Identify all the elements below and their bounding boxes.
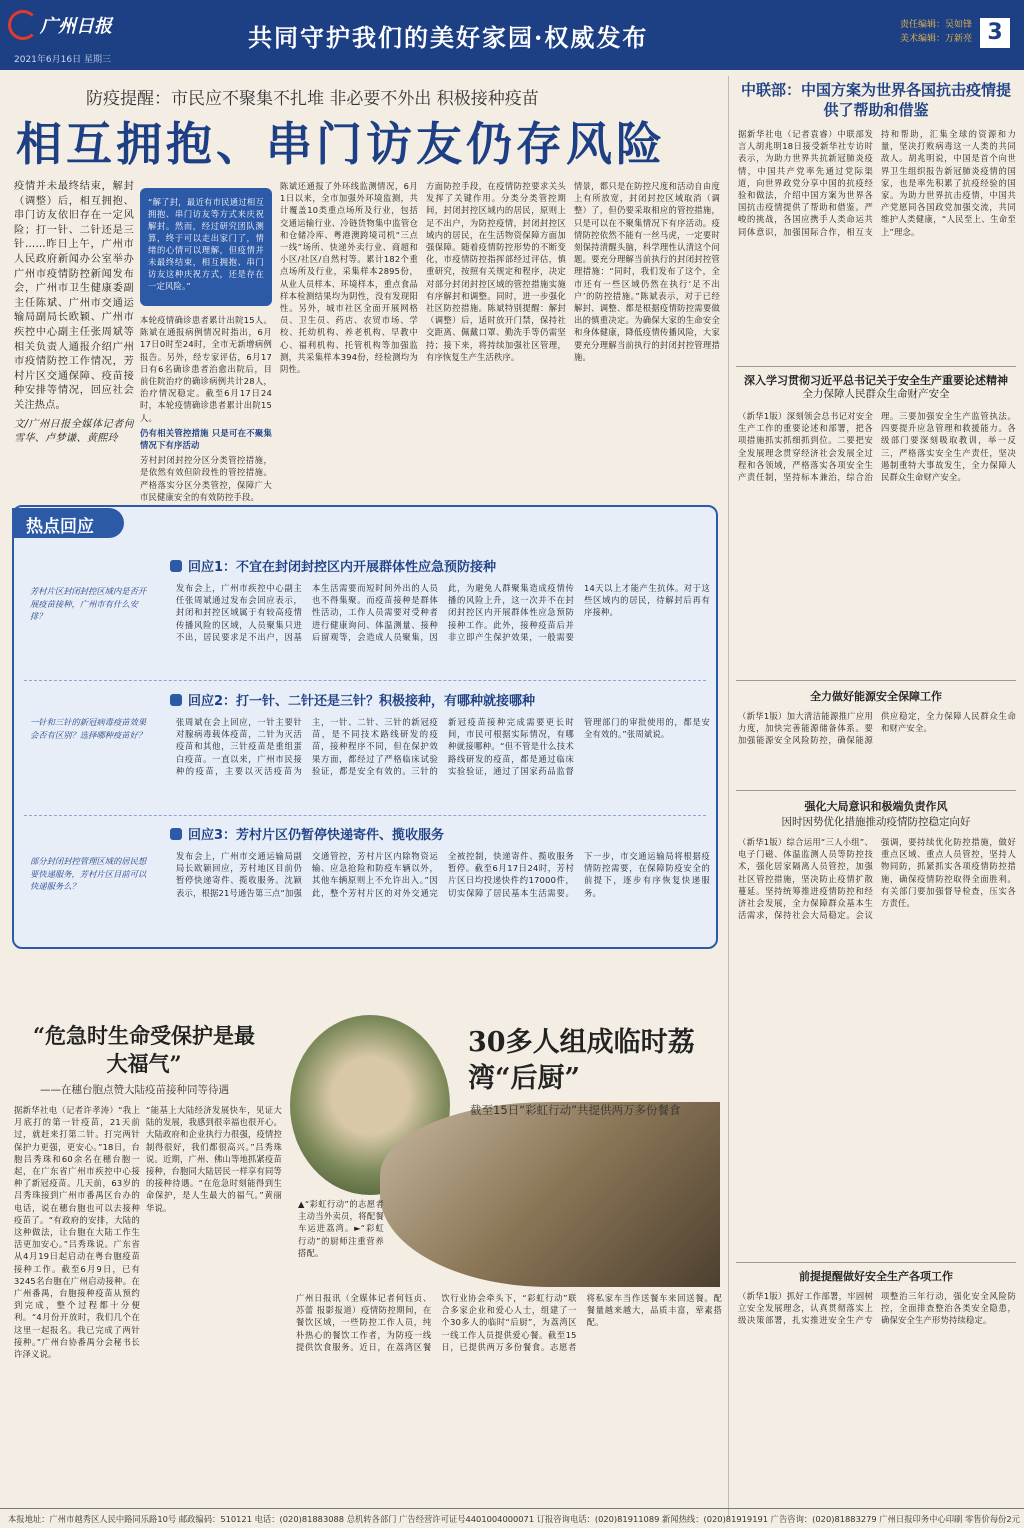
response-1-body [176, 582, 710, 674]
main-subtitle: 防疫提醒：市民应不聚集不扎堆 非必要不外出 积极接种疫苗 [86, 89, 539, 109]
article-col3 [280, 180, 418, 504]
response-3-title [170, 824, 444, 843]
footer-info: 本报地址：广州市越秀区人民中路同乐路10号 邮政编码：510121 电话：(020)81883088 总机转各部门 广告经营许可证号4401004000071 订报咨询电话：(020)81911089 新闻热线：(020)81919191 广告咨询：(020)81883279 广州日报印务中心印刷 零售价每份2元 [0, 1508, 1024, 1528]
response-1-title-text: 回应1：不宜在封闭封控区内开展群体性应急预防接种 [188, 560, 497, 575]
main-headline: 相互拥抱、串门访友仍存风险 [16, 117, 666, 171]
feature-body [296, 1292, 722, 1504]
divider [736, 1262, 1016, 1263]
feature-text: 广州日报讯（全媒体记者何钰贞、苏蕾 报影报道）疫情防控期间，在餐饮区域，一些防控工作人员，纯朴热心的餐饮工作者，为防疫一线提供饮食服务。近日，在荔湾区餐饮行业协会牵头下，“彩虹行动”联合多家企业和爱心人士，组建了一个30多人的临时“后厨”，为荔湾区一线工作人员提供爱心餐。截至15日，已提供两万多份餐食。志愿者将私家车当作送餐车来回送餐。配餐量越来越大，品质丰富，荤素搭配。 [296, 1293, 722, 1352]
response-2-title-text: 回应2：打一针、二针还是三针？积极接种，有哪种就接哪种 [188, 694, 536, 709]
right-a1-title: 中联部：中国方案为世界各国抗击疫情提供了帮助和借鉴 [740, 81, 1011, 119]
article-col2 [140, 314, 272, 504]
editor-line: 美术编辑：万新亮 [899, 34, 972, 44]
taiwan-text-b: “能基上大陆经济发展快车，见证大陆的发展，我感到很幸福也很开心。大陆政府和企业执行力很强，疫情控制得很好，我们都很高兴。”吕秀珠说。近期，广州、佛山等地抓紧疫苗接种，台胞同大陆居民一样享有同等的接种待遇。“在危急时刻能得到生命保护，是人生最大的福气。”黄丽华说。 [146, 1105, 282, 1213]
byline: 文/广州日报全媒体记者何雪华、卢梦谦、黄熙玲 [14, 418, 134, 445]
col5-text: 情景，都只是在防控尺度和活动自由度上有所放宽，封闭封控区域取消（调整）了，但仍要采取相应的管控措施，只是可以在不聚集情况下有序活动。疫情防控依然不能有一丝马虎，一定要时刻保持清醒头脑，科学理性认清这个问题。要充分理解当前执行的封闭封控管理措施：“同时，我们发布了这个，全市还有一些区域仍然在执行‘足不出户’的防控措施。”陈斌表示，对于已经解封、调整、都是根据疫情防控需要做出的慎重决定。为确保大家的生命安全和身体健康，降低疫情传播风险，大家要充分理解当前执行的封闭封控管理措施。 [574, 181, 720, 362]
article-col5 [574, 180, 720, 504]
response-2-text: 张周斌在会上回应，一针主要针对腺病毒载体疫苗，二针为灭活疫苗和其他，三针疫苗是重组蛋白疫苗。一直以来，广州市民接种的疫苗，主要以灭活疫苗为主，一针、二针、三针的新冠疫苗，是不同技术路线研发的疫苗，接种程序不同，但在保护效果方面，都经过了严格临床试验验证，都是安全有效的。三针的新冠疫苗接种完成需要更长时间，市民可根据实际情况，有哪种就接哪种。“但不管是什么技术路线研发的疫苗，都是通过临床实验验证，通过了国家药品监督管理部门的审批使用的，都是安全有效的。”张周斌说。 [176, 717, 710, 776]
right-a5-text: （新华1版）抓好工作部署，牢固树立安全发展理念，认真贯彻落实上级决策部署，扎实推进安全生产专项整治三年行动，强化安全风险防控，全面排查整治各类安全隐患，确保安全生产形势持续稳定。 [738, 1291, 1016, 1326]
feature-title: 30多人组成临时荔湾“后厨” [468, 1027, 695, 1094]
lead-column [14, 180, 134, 505]
divider [736, 790, 1016, 791]
right-a3-text: （新华1版）加大清洁能源推广应用力度，加快完善能源储备体系。要加强能源安全风险防控，确保能源供应稳定，全力保障人民群众生命和财产安全。 [738, 711, 1016, 746]
divider [736, 366, 1016, 367]
taiwan-text: 据新华社电（记者许孝涛）“我上月底打的第一针疫苗，21天前过，就赶来打第二针。打完两针保护力更强，更安心。”18日，台胞吕秀珠和60余名在穗台胞一起，在广东省广州市疾控中心接种了新冠疫苗。几天前，63岁的吕秀珠接到广州市番禺区台办的电话，说在穗台胞也可以去接种疫苗了。“有政府的安排，大陆的这种做法，让台胞在大陆工作生活更加安心。”吕秀珠说。广东省从4月19日起启动在粤台胞疫苗接种工作。截至6月9日，已有3245名台胞在广州启动接种。在广州番禺，台胞接种疫苗从预约到完成，整个过程都十分便利。“4月份开放时，我们几个在这里一起报名。我已完成了两针接种。”广州台协番禺分会秘书长许泽义说。 [14, 1105, 140, 1360]
response-1-title [170, 556, 496, 575]
col4-text: 方面防控手段，在疫情防控要求关头发挥了关键作用。分类分类管控期间，封闭封控区域内的居民，原则上足不出户，为防控疫情，封闭封控区域内的居民，在生活物资保障方面加强保障。随着疫情防控形势的不断变化，市疫情防控指挥部经过评估，慎重研究，按照有关规定和程序，决定对部分封闭封控区域的管控措施实施有序解封和调整。同时，进一步强化社区防控措施。陈斌特别提醒：解封（调整）后，适时放开门禁，保持社交距离、佩戴口罩、勤洗手等仍需坚持；接下来，将持续加强社区管理，有序恢复生产生活秩序。 [426, 181, 566, 362]
col2-text: 本轮疫情确诊患者累计出院15人。陈斌在通报病例情况时指出，6月17日0时至24时，全市无新增病例报告。另外，经专家评估，6月17日有6名确诊患者治愈出院后，目前住院治疗的确诊病例共计28人，治疗情况稳定。截至6月17日24时，本轮疫情确诊患者累计出院15人。 [140, 315, 272, 423]
newspaper-logo-icon [8, 10, 38, 40]
newspaper-logo: 广州日报 [40, 16, 112, 37]
pull-quote [140, 188, 272, 306]
right-a2-text: （新华1版）深刻领会总书记对安全生产工作的重要论述和部署，把各项措施抓实抓细抓到位。二要把安全发展理念贯穿经济社会发展全过程和各领域，严格落实各项安全生产责任制，坚持标本兼治，综合治理。三要加强安全生产监管执法。四要提升应急管理和救援能力。各级部门要深刻吸取教训，举一反三，严格落实安全生产责任，坚决遏制重特大事故发生，全力保障人民群众生命财产安全。 [738, 411, 1016, 483]
hotspot-tab: 热点回应 [12, 508, 124, 538]
taiwan-article-sub: ——在穗台胞点赞大陆疫苗接种同等待遇 [40, 1084, 229, 1096]
right-a2-sub: 全力保障人民群众生命财产安全 [802, 388, 950, 400]
page-number: 3 [980, 18, 1010, 48]
editors [900, 18, 972, 46]
right-a1-body [738, 128, 1016, 362]
response-1-text: 发布会上，广州市疾控中心副主任张周斌通过发布会回应表示，封闭和封控区域属于有较高疫情传播风险的区域，人员聚集只进不出，居民要求足不出户，因基本生活需要而短时间外出的人员也不得集聚。而疫苗接种是群体性活动，工作人员需要对受种者进行健康询问、体温测量、接种后留观等，会造成人员聚集，因此，为避免人群聚集造成疫情传播的风险上升，这一次并不在封闭封控区内开展群体性应急预防接种工作。此外，接种疫苗后并非立即产生保护效果，一般需要14天以上才能产生抗体。对于这些区域内的居民，待解封后再有序接种。 [176, 583, 710, 642]
response-2-title [170, 690, 535, 709]
response-3-question: 部分封闭封控管理区域的居民想要快递服务，芳村片区目前可以快递服务么？ [30, 856, 147, 891]
response-3-title-text: 回应3：芳村片区仍暂停快递寄件、揽收服务 [188, 828, 445, 843]
bullet-icon [170, 560, 182, 572]
section-banner: 共同守护我们的美好家园·权威发布 [248, 23, 649, 52]
response-2-body [176, 716, 710, 808]
right-a4-title: 强化大局意识和极端负责作风 [804, 800, 948, 813]
chef-photo [380, 1102, 720, 1287]
photo-caption: ▲“彩虹行动”的志愿者主动当外卖员，将配餐车运进荔湾。►“彩虹行动”的厨师注重营养搭配。 [298, 1199, 384, 1258]
article-col4 [426, 180, 566, 504]
right-a5-title: 前提提醒做好安全生产各项工作 [799, 1270, 953, 1283]
divider [24, 680, 706, 681]
pull-quote-text: “解了封，最近有市民通过相互拥抱、串门访友等方式来庆祝解封。然而，经过研究团队测算，终于可以走出家门了，情绪的心情可以理解，但疫情并未最终结束，相互拥抱、串门访友这种庆祝方式，还是存在一定风险。” [148, 197, 264, 291]
editor-line: 责任编辑：吴如锋 [899, 20, 972, 30]
divider [24, 815, 706, 816]
right-a4-sub: 因时因势优化措施推动疫情防控稳定向好 [781, 816, 971, 828]
issue-date: 2021年6月16日 星期三 [14, 55, 111, 65]
bullet-icon [170, 828, 182, 840]
col2-text-b: 芳村封闭封控分区分类管控措施，是依然有效但阶段性的管控措施。严格落实分区分类管控，保障广大市民健康安全的有效防控手段。 [140, 455, 272, 502]
response-1-question: 芳村片区封闭封控区域内是否开展疫苗接种，广州市有什么安排？ [30, 586, 147, 621]
response-2-question: 一针和三针的新冠病毒疫苗效果会否有区别？选择哪种疫苗好？ [30, 717, 147, 740]
right-a1-text: 据新华社电（记者袁睿）中联部发言人胡兆明18日接受新华社专访时表示，为助力世界共抗新冠肺炎疫情，中国共产党率先通过党际渠道，向世界政党分享中国的抗疫经验和做法，介绍中国方案为世界各国抗击疫情提供了帮助和借鉴。严峻的挑战，各国应携手人类命运共同体意识，加强国际合作，相互支持和帮助，汇集全球的资源和力量，坚决打败病毒这一人类的共同敌人。胡兆明说，中国是首个向世界卫生组织报告新冠肺炎疫情的国家，也是率先积累了抗疫经验的国家。为助力世界抗击疫情，中国共产党愿同各国政党加强交流，共同维护人类健康，“人民至上、生命至上”理念。 [738, 129, 1016, 237]
right-a3-body [738, 710, 1016, 784]
col3-text: 陈斌还通报了外环线监测情况，6月1日以来，全市加强外环境监测，共计覆盖10类重点场所及行业，包括交通运输行业、冷链货物集中监管仓和仓储冷库、粤港澳跨境司机“三点一线”场所、快递外卖行业、商超和小区/社区/自然村等。累计182个重点场所及行业，采集样本2895份，从业人员样本、环境样本，重点食品样本检测结果均为阴性，没有发现阳性。另外，城市社区全面开展网格员、卫生员、药店、农贸市场、学校、托幼机构、养老机构、早教中心、福利机构、托管机构等加强监测，共采集样本394份，经检测均为阴性。 [280, 181, 418, 375]
bullet-icon [170, 694, 182, 706]
col2-subhead: 仍有相关管控措施 只是可在不聚集情况下有序活动 [140, 427, 272, 451]
right-a4-body [738, 836, 1016, 1256]
right-a5-body [738, 1290, 1016, 1504]
right-a2-title: 深入学习贯彻习近平总书记关于安全生产重要论述精神 [744, 374, 1008, 387]
response-3-text: 发布会上，广州市交通运输局副局长欧颖回应，芳村地区目前仍暂停快递寄件、揽收服务。沈颖表示，根据21号通告第三点“加强交通管控，芳村片区内除物资运输、应急抢险和防疫车辆以外，其他车辆原则上不允许出入。”因此，整个芳村片区的对外交通完全被控制，快递寄件、揽收服务暂停。截至6月17日24时，芳村片区日均投递快件约17000件，切实保障了居民基本生活需要。下一步，市交通运输局将根据疫情防控需要，在保障防疫安全的前提下，逐步有序恢复快递服务。 [176, 851, 710, 898]
feature-sub: 截至15日“彩虹行动”共提供两万多份餐食 [470, 1103, 681, 1117]
taiwan-col2 [146, 1104, 282, 1504]
column-rule [728, 76, 729, 1516]
lead-text: 疫情并未最终结束，解封（调整）后，相互拥抱、串门访友依旧存在一定风险；打一针、二针还是三针……昨日上午，广州市人民政府新闻办公室举办广州市疫情防控新闻发布会，广州市卫生健康委副主任陈斌、广州市交通运输局副局长欧颖、广州市疾控中心副主任张周斌等相关负责人通报介绍广州市疫情防控工作情况，芳村片区交通保障、疫苗接种安排等情况，回应社会关注热点。 [14, 181, 134, 411]
taiwan-col1 [14, 1104, 140, 1504]
taiwan-article-title: “危急时生命受保护是最大福气” [32, 1023, 256, 1076]
divider [736, 680, 1016, 681]
right-a3-title: 全力做好能源安全保障工作 [810, 690, 942, 703]
right-a4-text: （新华1版）综合运用“三人小组”、电子门磁、体温监测人员等防控技术，强化居家隔离人员管控，加强社区管控措施，坚决防止疫情扩散蔓延。坚持统筹推进疫情防控和经济社会发展，全力保障群众基本生活需求，保持社会大局稳定。会议强调，要持续优化防控措施，做好重点区域、重点人员管控，坚持人物同防，抓紧抓实各项疫情防控措施，确保疫情防控取得全面胜利。有关部门要加强督导检查，压实各方责任。 [738, 837, 1016, 921]
response-3-body [176, 850, 710, 942]
right-a2-body [738, 410, 1016, 666]
